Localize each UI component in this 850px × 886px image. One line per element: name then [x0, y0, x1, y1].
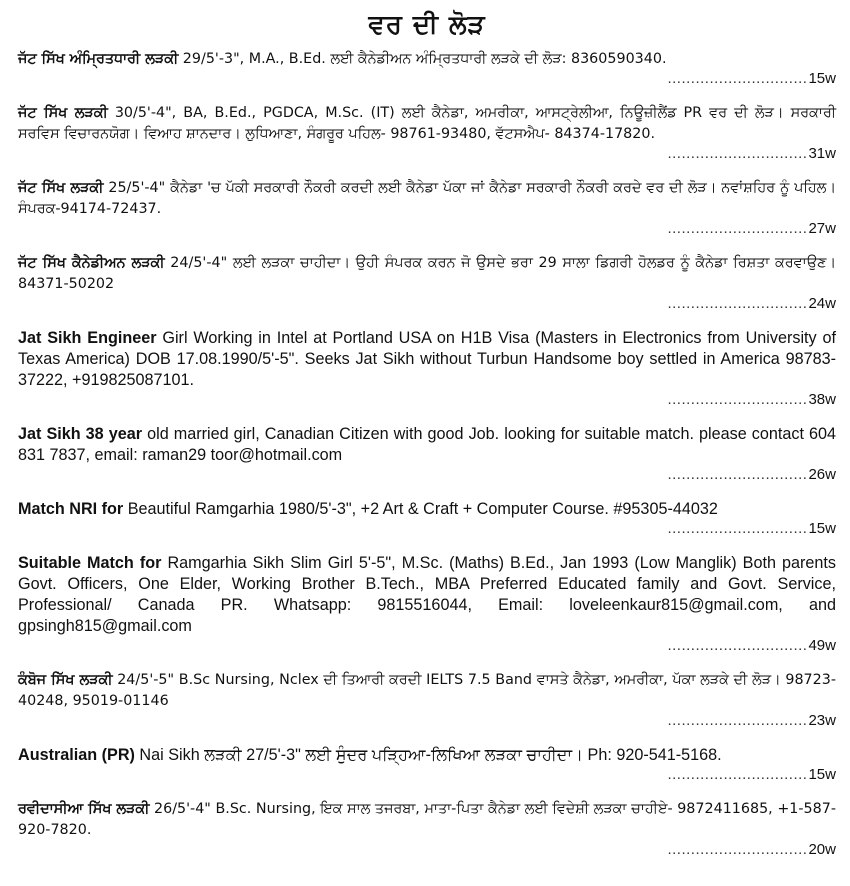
- ad-body: 26/5'-4" B.Sc. Nursing, ਇਕ ਸਾਲ ਤਜਰਬਾ, ਮਾਤਾ-ਪਿਤਾ ਕੈਨੇਡਾ ਲਈ ਵਿਦੇਸ਼ੀ ਲੜਕਾ ਚਾਹੀਏ- 9872411685, +1-587-920-7820.: [18, 801, 837, 838]
- ad-footer: [18, 841, 836, 859]
- ad-footer: [18, 520, 836, 538]
- word-count: 24w: [808, 295, 836, 312]
- ad-lead: ਜੱਟ ਸਿੱਖ ਲੜਕੀ: [18, 105, 108, 121]
- word-count: 27w: [808, 220, 836, 237]
- ad-body: 25/5'-4" ਕੈਨੇਡਾ 'ਚ ਪੱਕੀ ਸਰਕਾਰੀ ਨੌਕਰੀ ਕਰਦੀ ਲਈ ਕੈਨੇਡਾ ਪੱਕਾ ਜਾਂ ਕੈਨੇਡਾ ਸਰਕਾਰੀ ਨੌਕਰੀ ਕਰਦੇ ਵਰ ਦੀ ਲੋੜ। ਨਵਾਂਸ਼ਹਿਰ ਨੂੰ ਪਹਿਲ। ਸੰਪਰਕ-94174-72437.: [18, 180, 836, 217]
- word-count: 26w: [808, 466, 836, 483]
- ad-footer: [18, 70, 836, 88]
- word-count: 15w: [808, 520, 836, 537]
- ad-dots: ..............................: [667, 841, 808, 858]
- word-count: 38w: [808, 391, 836, 408]
- ad-dots: ..............................: [667, 295, 808, 312]
- ad-dots: ..............................: [667, 220, 808, 237]
- ad-text: [18, 799, 836, 841]
- ad-text: [18, 103, 836, 145]
- ad-text: [18, 745, 836, 766]
- word-count: 15w: [808, 766, 836, 783]
- classified-ad: [18, 103, 836, 163]
- ad-lead: ਕੰਬੋਜ ਸਿੱਖ ਲੜਕੀ: [18, 672, 113, 688]
- ad-body: old married girl, Canadian Citizen with good Job. looking for suitable match. please contact 604 831 7837, email: raman29 toor@hotmail.com: [18, 425, 836, 464]
- ad-body: 24/5'-5" B.Sc Nursing, Nclex ਦੀ ਤਿਆਰੀ ਕਰਦੀ IELTS 7.5 Band ਵਾਸਤੇ ਕੈਨੇਡਾ, ਅਮਰੀਕਾ, ਪੱਕਾ ਲੜਕੇ ਦੀ ਲੋੜ। 98723-40248, 95019-01146: [18, 672, 836, 709]
- ad-footer: [18, 145, 836, 163]
- ad-body: Girl Working in Intel at Portland USA on H1B Visa (Masters in Electronics from University of Texas America) DOB 17.08.1990/5'-5". Seeks Jat Sikh without Turbun Handsome boy settled in America 98783-37222, +919825087101.: [18, 329, 836, 389]
- ad-footer: [18, 220, 836, 238]
- classified-ad: [18, 799, 836, 859]
- classified-ad: [18, 424, 836, 484]
- ad-dots: ..............................: [667, 766, 808, 783]
- ad-lead: Jat Sikh Engineer: [18, 329, 157, 347]
- ad-footer: [18, 766, 836, 784]
- ad-text: [18, 670, 836, 712]
- ad-lead: Australian (PR): [18, 746, 135, 764]
- ad-text: [18, 49, 836, 70]
- ad-text: [18, 553, 836, 637]
- classified-ad: [18, 499, 836, 538]
- page-title: ਵਰ ਦੀ ਲੋੜ: [368, 10, 486, 40]
- ad-dots: ..............................: [667, 712, 808, 729]
- ad-footer: [18, 295, 836, 313]
- ad-lead: ਜੱਟ ਸਿੱਖ ਕੈਨੇਡੀਅਨ ਲੜਕੀ: [18, 255, 165, 271]
- ad-body: Ramgarhia Sikh Slim Girl 5'-5", M.Sc. (Maths) B.Ed., Jan 1993 (Low Manglik) Both parents Govt. Officers, One Elder, Working Brother B.Tech., MBA Preferred Educated family and Govt. Service, Professional/ Canada PR. Whatsapp: 9815516044, Email: loveleenkaur815@gmail.com, and gpsingh815@gmail.com: [18, 554, 836, 635]
- ad-lead: ਜੱਟ ਸਿੱਖ ਅੰਮ੍ਰਿਤਧਾਰੀ ਲੜਕੀ: [18, 51, 179, 67]
- ad-lead: ਰਵੀਦਾਸੀਆ ਸਿੱਖ ਲੜਕੀ: [18, 801, 150, 817]
- ad-text: [18, 253, 836, 295]
- word-count: 23w: [808, 712, 836, 729]
- ad-text: [18, 178, 836, 220]
- word-count: 49w: [808, 637, 836, 654]
- classified-ad: [18, 49, 836, 88]
- classified-ad: [18, 328, 836, 409]
- word-count: 20w: [808, 841, 836, 858]
- ad-dots: ..............................: [667, 391, 808, 408]
- ad-footer: [18, 712, 836, 730]
- classified-ads-list: [18, 49, 836, 859]
- classified-ad: [18, 253, 836, 313]
- ad-dots: ..............................: [667, 466, 808, 483]
- ad-body: 24/5'-4" ਲਈ ਲੜਕਾ ਚਾਹੀਦਾ। ਉਹੀ ਸੰਪਰਕ ਕਰਨ ਜੋ ਉਸਦੇ ਭਰਾ 29 ਸਾਲਾ ਡਿਗਰੀ ਹੋਲਡਰ ਨੂੰ ਕੈਨੇਡਾ ਰਿਸ਼ਤਾ ਕਰਵਾਉਣ। 84371-50202: [18, 255, 836, 292]
- ad-footer: [18, 466, 836, 484]
- classified-ad: [18, 670, 836, 730]
- word-count: 31w: [808, 145, 836, 162]
- ad-text: [18, 424, 836, 466]
- ad-body: Beautiful Ramgarhia 1980/5'-3", +2 Art & Craft + Computer Course. #95305-44032: [123, 500, 718, 518]
- ad-lead: ਜੱਟ ਸਿੱਖ ਲੜਕੀ: [18, 180, 104, 196]
- classified-ad: [18, 178, 836, 238]
- ad-dots: ..............................: [667, 520, 808, 537]
- ad-lead: Match NRI for: [18, 500, 124, 518]
- classified-ad: [18, 745, 836, 784]
- ad-body: 29/5'-3", M.A., B.Ed. ਲਈ ਕੈਨੇਡੀਅਨ ਅੰਮ੍ਰਿਤਧਾਰੀ ਲੜਕੇ ਦੀ ਲੋੜ: 8360590340.: [178, 51, 667, 67]
- ad-lead: Suitable Match for: [18, 554, 162, 572]
- ad-dots: ..............................: [667, 145, 808, 162]
- ad-footer: [18, 637, 836, 655]
- ad-lead: Jat Sikh 38 year: [18, 425, 143, 443]
- ad-footer: [18, 391, 836, 409]
- ad-dots: ..............................: [667, 637, 808, 654]
- ad-text: [18, 328, 836, 391]
- word-count: 15w: [808, 70, 836, 87]
- ad-text: [18, 499, 836, 520]
- ad-body: Nai Sikh ਲੜਕੀ 27/5'-3" ਲਈ ਸੁੰਦਰ ਪੜ੍ਹਿਆ-ਲਿਖਿਆ ਲੜਕਾ ਚਾਹੀਦਾ। Ph: 920-541-5168.: [134, 746, 722, 764]
- classified-ad: [18, 553, 836, 655]
- ad-dots: ..............................: [667, 70, 808, 87]
- ad-body: 30/5'-4", BA, B.Ed., PGDCA, M.Sc. (IT) ਲਈ ਕੈਨੇਡਾ, ਅਮਰੀਕਾ, ਆਸਟ੍ਰੇਲੀਆ, ਨਿਊਜ਼ੀਲੈਂਡ PR ਵਰ ਦੀ ਲੋੜ। ਸਰਕਾਰੀ ਸਰਵਿਸ ਵਿਚਾਰਨਯੋਗ। ਵਿਆਹ ਸ਼ਾਨਦਾਰ। ਲੁਧਿਆਣਾ, ਸੰਗਰੂਰ ਪਹਿਲ- 98761-93480, ਵੱਟਸਐਪ- 84374-17820.: [18, 105, 836, 142]
